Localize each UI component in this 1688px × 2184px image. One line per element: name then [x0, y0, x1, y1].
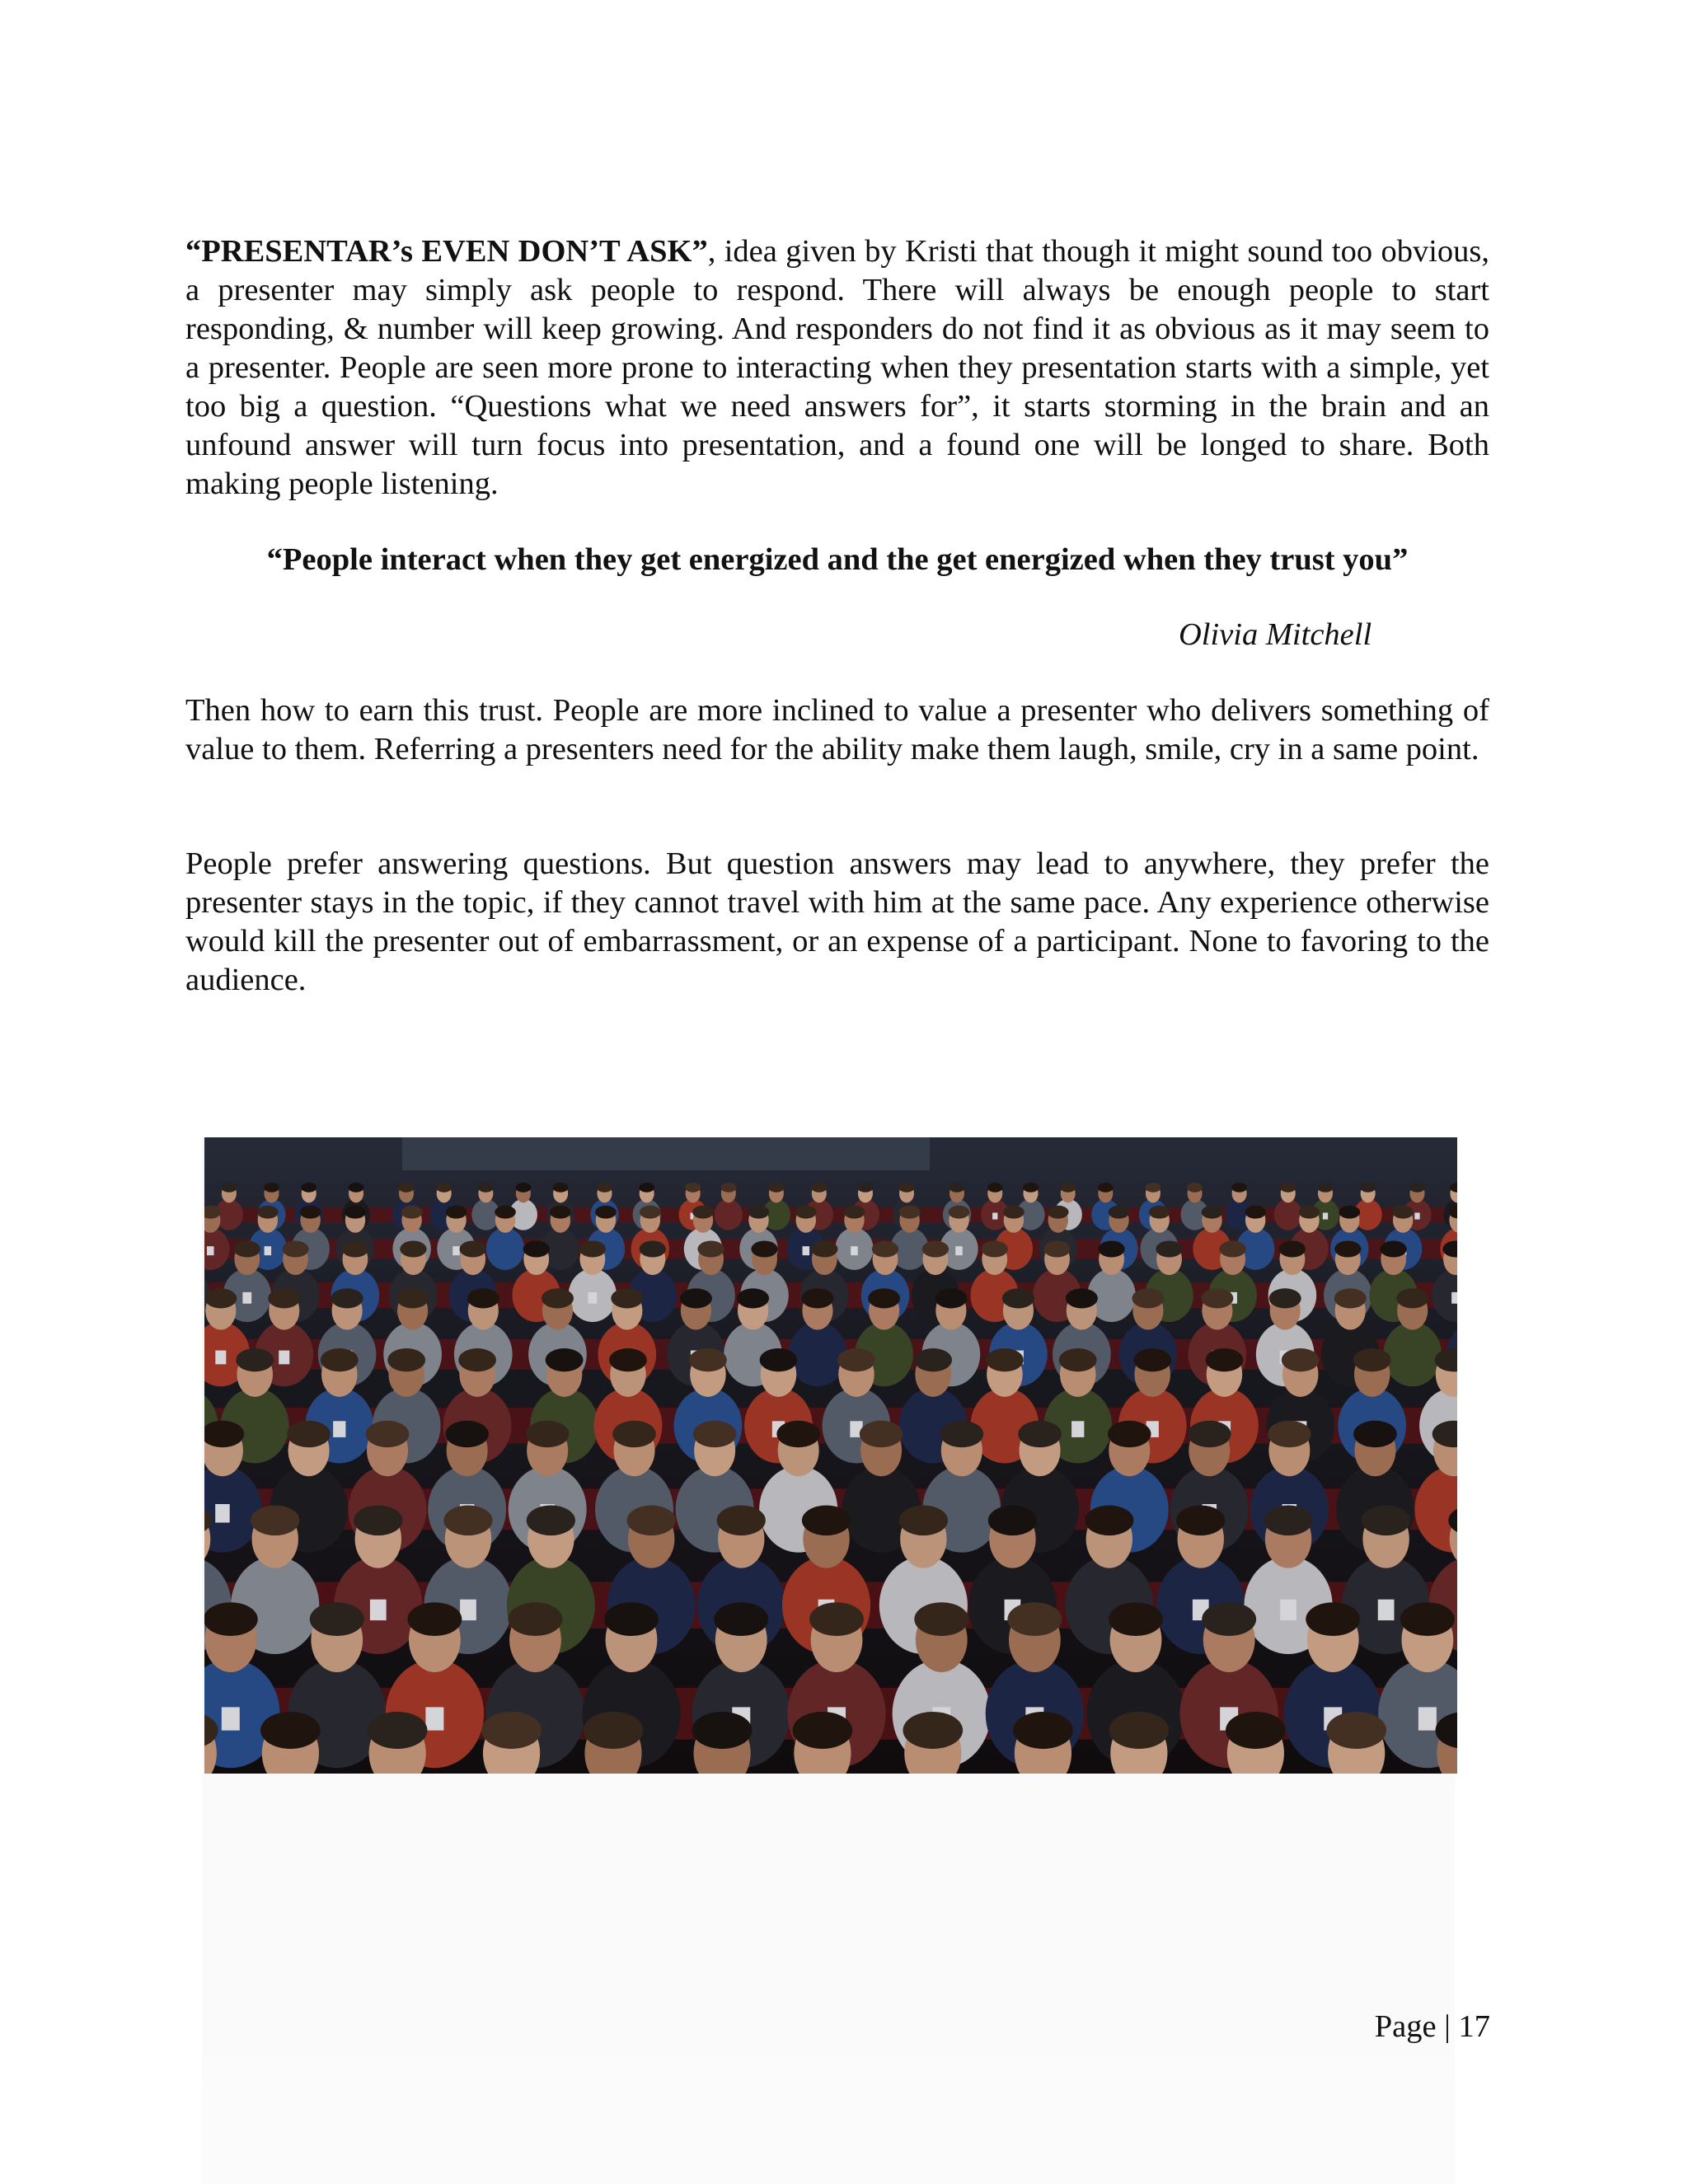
paragraph-2: Then how to earn this trust. People are more inclined to value a presenter who delivers something of value to them. Referring a presenters need for the ability make them laugh, smile, cry in a same point.	[185, 693, 1489, 766]
audience-illustration	[204, 1137, 1457, 1774]
paragraph-1	[185, 232, 1489, 504]
quote-attribution: Olivia Mitchell	[1179, 617, 1372, 652]
audience-photo	[204, 1137, 1457, 1774]
paragraph-3: People prefer answering questions. But question answers may lead to anywhere, they prefer the presenter stays in the topic, if they cannot travel with him at the same pace. Any experience otherwise would kill the presenter out of embarrassment, or an expense of a participant. None to favoring to the audience.	[185, 846, 1489, 997]
paragraph-1-lead: “PRESENTAR’s EVEN DON’T ASK”	[185, 234, 708, 269]
page-number: Page | 17	[1374, 2009, 1490, 2044]
paragraph-1-body: , idea given by Kristi that though it might sound too obvious, a presenter may simply ask people to respond. There will always be enough people to start responding, & number will keep growing. And responders do not find it as obvious as it may seem to a presenter. People are seen more prone to interacting when they presentation starts with a simple, yet too big a question. “Questions what we need answers for”, it starts storming in the brain and an unfound answer will turn focus into presentation, and a found one will be longed to share. Both making people listening.	[185, 234, 1490, 501]
pull-quote: “People interact when they get energized and the get energized when they trust you”	[266, 542, 1409, 577]
